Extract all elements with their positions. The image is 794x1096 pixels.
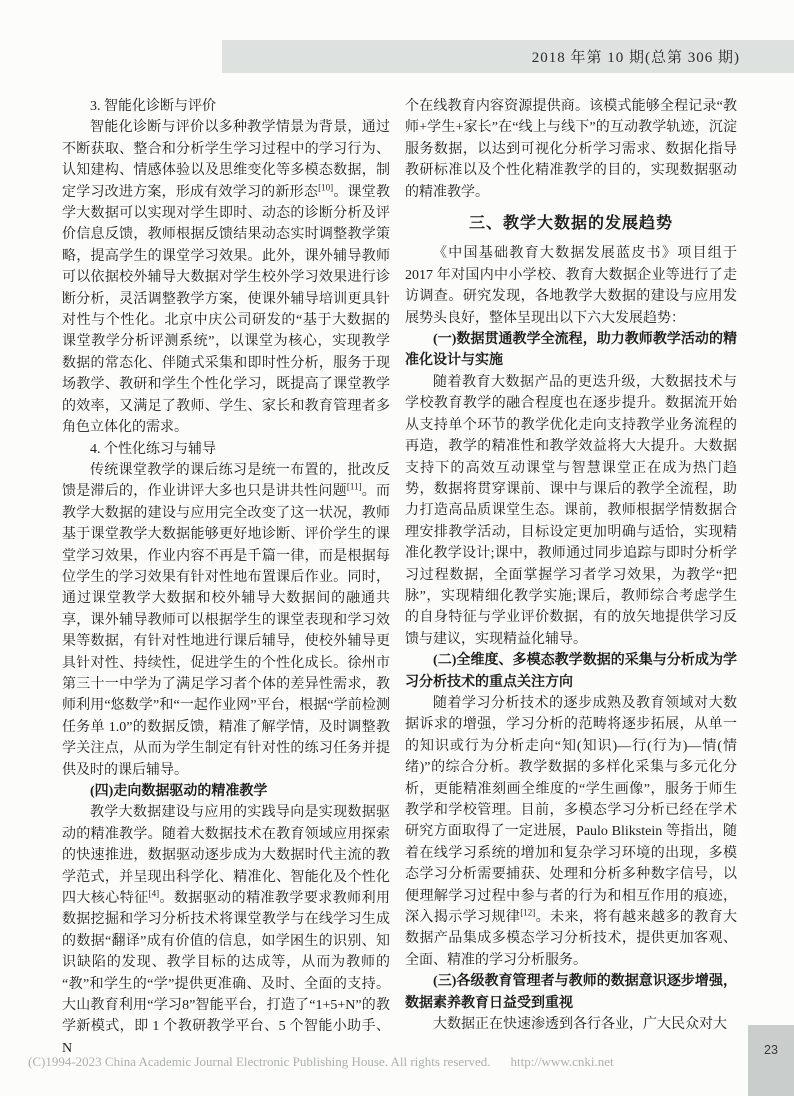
citation-marker: [10] [318,181,334,192]
paragraph: 随着教育大数据产品的更迭升级，大数据技术与学校教育教学的融合程度也在逐步提升。数据流开始从支持单个环节的教学优化走向支持教学业务流程的再造，教学的精准性和教学效益将大大提升。大数据支持下的高效互动课堂与智慧课堂正在成为热门趋势，数据将贯穿课前、课中与课后的教学全流程，助力打造高品质课堂生态。课前，教师根据学情数据合理安排教学活动，目标设定更加明确与适恰，实现精准化教学设计;课中，教师通过同步追踪与即时分析学习过程数据，全面掌握学习者学习效果，为教学“把脉”，实现精细化教学实施;课后，教师综合考虑学生的自身特征与学业评价数据，有的放矢地提供学习反馈与建议，实现精益化辅导。 [405,374,737,647]
citation-marker: [11] [346,481,362,492]
paragraph-text: 随着学习分析技术的逐步成熟及教育领域对大数据诉求的增强，学习分析的范畴将逐步拓展，从单一的知识或行为分析走向“知(知识)—行(行为)—情(情绪)”的综合分析。教学数据的多样化采集与多元化分析，更能精准刻画全维度的“学生画像”，服务于师生教学和学校管理。目前，多模态学习分析已经在学术研究方面取得了一定进展，Paulo Blikstein 等指出，随着在线学习系统的增加和复杂学习环境的出现，多模态学习分析需要捕获、处理和分析多种数字信号，以便理解学习过程中参与者的行为和相互作用的痕迹，深入揭示学习规律 [405,695,737,926]
paragraph [62,117,390,438]
column-right [405,96,737,1035]
subheading-three: (三)各级教育管理者与教师的数据意识逐步增强，数据素养教育日益受到重视 [405,974,737,1011]
issue-info: 2018 年第 10 期(总第 306 期) [531,50,740,66]
paragraph-text: 教学大数据建设与应用的实践导向是实现数据驱动的精准教学。随着大数据技术在教育领域应用探索的快速推进，数据驱动逐步成为大数据时代主流的教学范式，并呈现出科学化、精准化、智能化及个性化四大核心特征 [62,805,390,907]
paragraph [405,693,737,971]
section-heading-three: 三、教学大数据的发展趋势 [468,215,673,233]
header-issue-band [222,40,794,73]
subheading-numbered-3: 3. 智能化诊断与评价 [90,99,216,114]
page-number: 23 [764,1043,778,1057]
column-left [62,96,390,1059]
subheading-one: (一)数据贯通教学全流程，助力教师教学活动的精准化设计与实施 [405,332,737,369]
paragraph-text: 。未来，将有越来越多的教育大数据产品集成多模态学习分析技术，提供更加客观、全面、精准的学习分析服务。 [405,910,738,968]
subheading-numbered-4: 4. 个性化练习与辅导 [90,441,216,457]
paragraph-text: 传统课堂教学的课后练习是统一布置的，批改反馈是滞后的，作业讲评大多也只是讲共性问题 [62,462,390,500]
footer-url: http://www.cnki.net [510,1054,614,1069]
paragraph-text: 智能化诊断与评价以多种教学情景为背景，通过不断获取、整合和分析学生学习过程中的学习行为、认知建构、情感体验以及思维变化等多模态数据，制定学习改进方案，形成有效学习的新形态 [62,120,390,200]
paragraph [62,802,390,1059]
citation-marker: [4] [148,888,160,899]
citation-marker: [12] [520,907,536,918]
subheading-four: (四)走向数据驱动的精准教学 [90,784,268,799]
paragraph-text: 。课堂教学大数据可以实现对学生即时、动态的诊断分析及评价信息反馈，教师根据反馈结果动态实时调整教学策略，提高学生的课堂学习效果。此外，课外辅导教师可以依据校外辅导大数据对学生校外学习效果进行诊断分析，灵活调整教学方案，使课外辅导培训更具针对性与个性化。北京中庆公司研发的“基于大数据的课堂教学分析评测系统”，以课堂为核心，实现教学数据的常态化、伴随式采集和即时性分析，服务于现场教学、教研和学生个性化学习，既提高了课堂教学的效率，又满足了教师、学生、家长和教育管理者多角色立体化的需求。 [62,184,391,436]
paragraph: 《中国基础教育大数据发展蓝皮书》项目组于2017 年对国内中小学校、教育大数据企业等进行了走访调查。研究发现，各地教学大数据的建设与应用发展势头良好，整体呈现出以下六大发展趋势： [405,246,737,326]
footer-copyright: (C)1994-2023 China Academic Journal Electronic Publishing House. All rights reserved. [28,1054,491,1069]
page-number-box [748,1025,794,1096]
paragraph [62,460,390,781]
paragraph: 大数据正在快速渗透到各行各业，广大民众对大 [433,1017,727,1033]
subheading-two: (二)全维度、多模态教学数据的采集与分析成为学习分析技术的重点关注方向 [405,653,737,690]
paragraph-text: 。数据驱动的精准教学要求教师利用数据挖掘和学习分析技术将课堂教学与在线学习生成的数据“翻译”成有价值的信息，如学困生的识别、知识缺陷的发现、教学目标的达成等，从而为教师的“教”和学生的“学”提供更准确、及时、全面的支持。大山教育利用“学习8”智能平台，打造了“1+5+N”的教学新模式，即 1 个教研教学平台、5 个智能小助手、N [62,891,391,1056]
paragraph-text: 。而教学大数据的建设与应用完全改变了这一状况，教师基于课堂教学大数据能够更好地诊断、评价学生的课堂学习效果，作业内容不再是千篇一律，而是根据每位学生的学习效果有针对性地布置课后作业。同时，通过课堂教学大数据和校外辅导大数据间的融通共享，课外辅导教师可以根据学生的课堂表现和学习效果等数据，有针对性地进行课后辅导，使校外辅导更具针对性、持续性，促进学生的个性化成长。徐州市第三十一中学为了满足学习者个体的差异性需求，教师利用“悠数学”和“一起作业网”平台，根据“学前检测任务单 1.0”的数据反馈，精准了解学情，及时调整教学关注点，从而为学生制定有针对性的练习任务并提供及时的课后辅导。 [62,484,390,778]
footer [28,1054,708,1070]
paragraph-continuation: 个在线教育内容资源提供商。该模式能够全程记录“教师+学生+家长”在“线上与线下”的互动教学轨迹，沉淀服务数据，以达到可视化分析学习需求、数据化指导教研标准以及个性化精准教学的目的，实现数据驱动的精准教学。 [405,99,737,200]
